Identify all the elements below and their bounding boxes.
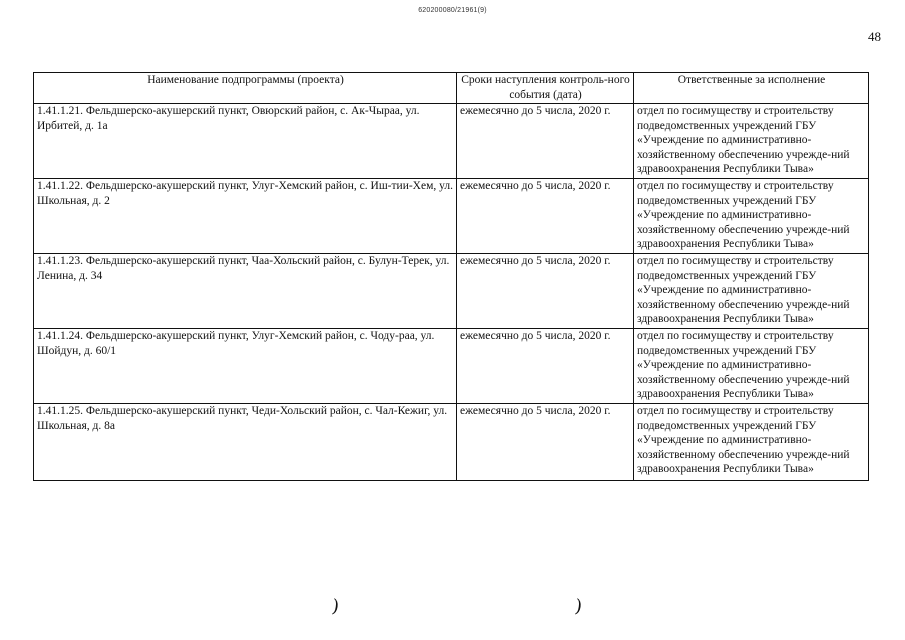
project-name-cell: 1.41.1.22. Фельдшерско-акушерский пункт, Улуг-Хемский район, с. Иш-тии-Хем, ул. Школьная, д. 2 — [34, 179, 457, 254]
document-id: 620200080/21961(9) — [418, 7, 487, 14]
responsible-cell: отдел по госимуществу и строительству подведомственных учреждений ГБУ «Учреждение по административно-хозяйственному обеспечению учрежде-ний здравоохранения Республики Тыва» — [634, 254, 869, 329]
deadline-cell: ежемесячно до 5 числа, 2020 г. — [457, 254, 634, 329]
project-name-cell: 1.41.1.24. Фельдшерско-акушерский пункт, Улуг-Хемский район, с. Чоду-раа, ул. Шойдун, д. 60/1 — [34, 329, 457, 404]
responsible-cell: отдел по госимуществу и строительству подведомственных учреждений ГБУ «Учреждение по административно-хозяйственному обеспечению учрежде-ний здравоохранения Республики Тыва» — [634, 104, 869, 179]
deadline-cell: ежемесячно до 5 числа, 2020 г. — [457, 104, 634, 179]
scan-mark-right: ) — [573, 595, 584, 618]
project-name-cell: 1.41.1.25. Фельдшерско-акушерский пункт, Чеди-Хольский район, с. Чал-Кежиг, ул. Школьная, д. 8а — [34, 404, 457, 481]
control-events-table — [33, 72, 869, 481]
responsible-cell: отдел по госимуществу и строительству подведомственных учреждений ГБУ «Учреждение по административно-хозяйственному обеспечению учрежде-ний здравоохранения Республики Тыва» — [634, 404, 869, 481]
project-name-cell: 1.41.1.23. Фельдшерско-акушерский пункт, Чаа-Хольский район, с. Булун-Терек, ул. Ленина, д. 34 — [34, 254, 457, 329]
project-name-cell: 1.41.1.21. Фельдшерско-акушерский пункт, Овюрский район, с. Ак-Чыраа, ул. Ирбитей, д. 1а — [34, 104, 457, 179]
responsible-cell: отдел по госимуществу и строительству подведомственных учреждений ГБУ «Учреждение по административно-хозяйственному обеспечению учрежде-ний здравоохранения Республики Тыва» — [634, 329, 869, 404]
column-header-deadline: Сроки наступления контроль-ного события (дата) — [457, 73, 634, 104]
table-row — [34, 179, 869, 254]
scan-mark-left: ) — [330, 595, 341, 618]
table-row — [34, 404, 869, 481]
deadline-cell: ежемесячно до 5 числа, 2020 г. — [457, 404, 634, 481]
deadline-cell: ежемесячно до 5 числа, 2020 г. — [457, 179, 634, 254]
deadline-cell: ежемесячно до 5 числа, 2020 г. — [457, 329, 634, 404]
table-row — [34, 329, 869, 404]
table-header-row — [34, 73, 869, 104]
table-row — [34, 104, 869, 179]
page-number: 48 — [868, 29, 881, 44]
column-header-name: Наименование подпрограммы (проекта) — [34, 73, 457, 104]
responsible-cell: отдел по госимуществу и строительству подведомственных учреждений ГБУ «Учреждение по административно-хозяйственному обеспечению учрежде-ний здравоохранения Республики Тыва» — [634, 179, 869, 254]
table-row — [34, 254, 869, 329]
column-header-responsible: Ответственные за исполнение — [634, 73, 869, 104]
